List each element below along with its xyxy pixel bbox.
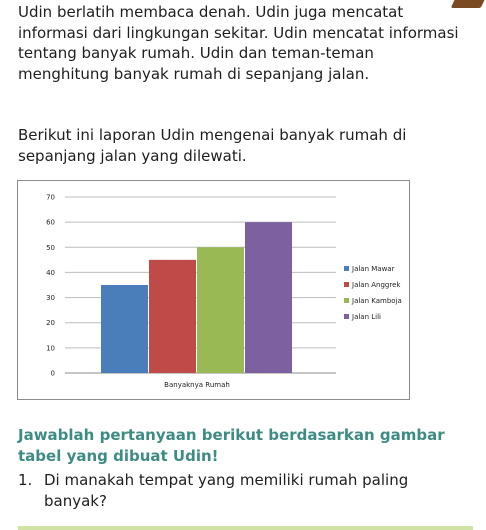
intro-paragraph: Udin berlatih membaca denah. Udin juga mencatat informasi dari lingkungan sekitar. Udin mencatat informasi tentang banyak rumah. Udin dan teman-teman menghitung banyak rumah di sepanjang jalan. bbox=[18, 3, 459, 83]
bottom-strip bbox=[18, 526, 473, 530]
bar-jalan-lili bbox=[245, 222, 292, 373]
y-tick-label: 40 bbox=[46, 268, 55, 277]
legend-label: Jalan Kamboja bbox=[352, 297, 402, 305]
legend-label: Jalan Anggrek bbox=[352, 281, 401, 289]
legend-swatch bbox=[344, 314, 349, 319]
question-1-text: Di manakah tempat yang memiliki rumah paling banyak? bbox=[44, 471, 409, 510]
instruction-text: Jawablah pertanyaan berikut berdasarkan gambar tabel yang dibuat Udin! bbox=[18, 426, 445, 465]
y-tick-label: 0 bbox=[50, 369, 55, 378]
y-tick-label: 60 bbox=[46, 218, 55, 227]
y-tick-layer bbox=[46, 194, 55, 378]
legend-label: Jalan Lili bbox=[352, 313, 381, 321]
question-1 bbox=[18, 470, 473, 512]
question-1-number: 1. bbox=[18, 471, 33, 489]
legend-swatch bbox=[344, 282, 349, 287]
legend-swatch bbox=[344, 266, 349, 271]
report-paragraph: Berikut ini laporan Udin mengenai banyak rumah di sepanjang jalan yang dilewati. bbox=[18, 126, 407, 165]
x-axis-label: Banyaknya Rumah bbox=[164, 381, 230, 389]
bar-chart-svg bbox=[18, 181, 409, 399]
y-tick-label: 20 bbox=[46, 319, 55, 328]
bar-jalan-anggrek bbox=[149, 260, 196, 373]
y-tick-label: 70 bbox=[46, 193, 55, 202]
y-tick-label: 10 bbox=[46, 344, 55, 353]
legend-swatch bbox=[344, 298, 349, 303]
y-tick-label: 30 bbox=[46, 294, 55, 303]
bar-jalan-mawar bbox=[101, 285, 148, 373]
legend-layer bbox=[344, 265, 402, 321]
bar-chart bbox=[17, 180, 410, 400]
bar-jalan-kamboja bbox=[197, 247, 244, 373]
legend-label: Jalan Mawar bbox=[352, 265, 395, 273]
y-tick-label: 50 bbox=[46, 243, 55, 252]
